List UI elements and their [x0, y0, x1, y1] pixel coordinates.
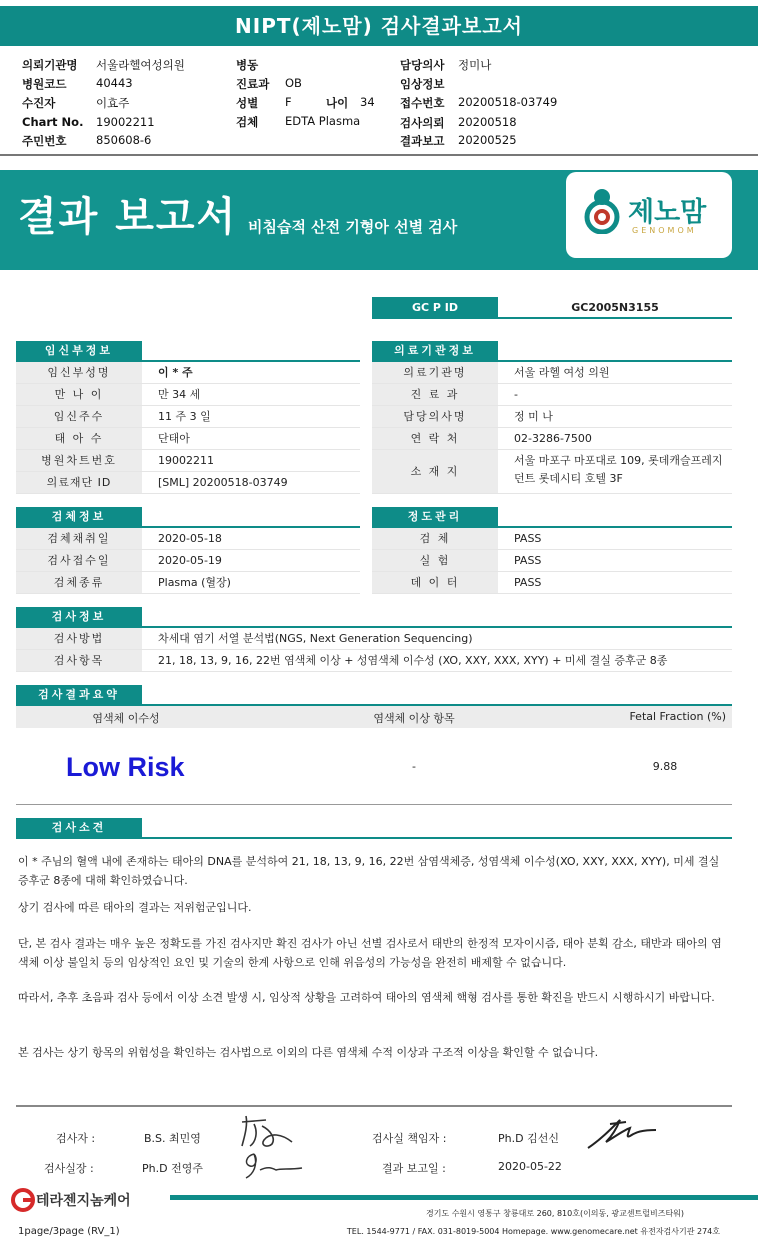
row-key: 검체채취일: [16, 528, 142, 549]
table-row: [16, 472, 360, 494]
row-value: 만 34 세: [158, 388, 201, 401]
report-date-value: 2020-05-22: [498, 1160, 562, 1173]
row-value: -: [514, 388, 518, 401]
row-key: 검 체: [372, 528, 498, 549]
row-key: 검사방법: [16, 628, 142, 649]
findings-heading-line: [16, 837, 732, 839]
table-row: [16, 428, 360, 450]
summary-heading: 검사결과요약: [16, 685, 142, 704]
address-line-2: 던트 롯데시티 호텔 3F: [514, 472, 623, 485]
table-row: [372, 384, 732, 406]
age-value: 34: [360, 95, 375, 109]
signature-divider: [16, 1105, 732, 1107]
row-value: [SML] 20200518-03749: [158, 476, 288, 489]
specimen-heading: 검체정보: [16, 507, 142, 526]
row-key: 만 나 이: [16, 384, 142, 405]
receipt-no-label: 접수번호: [400, 96, 445, 110]
test-method: 차세대 염기 서열 분석법(NGS, Next Generation Sequencing): [158, 632, 473, 645]
row-value: 서울 라헬 여성 의원: [514, 366, 610, 379]
chart-no-value: 19002211: [96, 115, 155, 129]
resident-no-label: 주민번호: [22, 134, 67, 148]
report-title: NIPT(제노맘) 검사결과보고서: [0, 6, 758, 46]
row-key: 임신주수: [16, 406, 142, 427]
table-row: [372, 528, 732, 550]
lab-chief-signature-icon: [236, 1150, 308, 1180]
gcpid-value: GC2005N3155: [498, 297, 732, 319]
test-items: 21, 18, 13, 9, 16, 22번 염색체 이상 + 성염색체 이수성 (XO, XXY, XXX, XYY) + 미세 결실 증후군 8종: [158, 654, 668, 667]
row-value: PASS: [514, 532, 542, 545]
row-key: 검체종류: [16, 572, 142, 593]
gcpid-label: GC P ID: [372, 297, 498, 319]
lab-chief-name: Ph.D 전영주: [142, 1162, 203, 1175]
test-items-row: [16, 650, 732, 672]
table-row: [372, 572, 732, 594]
qc-heading: 정도관리: [372, 507, 498, 526]
sex-label: 성별: [236, 96, 259, 110]
row-value: 2020-05-19: [158, 554, 222, 567]
test-request-label: 검사의뢰: [400, 116, 445, 130]
row-key: 소 재 지: [372, 450, 498, 493]
table-row: [16, 550, 360, 572]
sex-value: F: [285, 95, 292, 109]
clinical-label: 임상정보: [400, 77, 445, 91]
row-key: 데 이 터: [372, 572, 498, 593]
company-name: 테라젠지놈케어: [36, 1193, 131, 1209]
row-key: 의료기관명: [372, 362, 498, 383]
summary-divider: [16, 804, 732, 805]
summary-col1: 염색체 이수성: [92, 712, 160, 725]
hospital-code-value: 40443: [96, 76, 133, 90]
row-value: 정 미 나: [514, 410, 553, 423]
row-value: 19002211: [158, 454, 214, 467]
row-value: 02-3286-7500: [514, 432, 592, 445]
row-key: 의료재단 ID: [16, 472, 142, 493]
table-row: [372, 406, 732, 428]
logo-subtext: GENOMOM: [632, 226, 697, 235]
tester-label: 검사자 :: [56, 1132, 96, 1145]
lab-manager-signature-icon: [580, 1112, 662, 1154]
specimen-value: EDTA Plasma: [285, 114, 361, 128]
row-key: 임신부성명: [16, 362, 142, 383]
table-row: [372, 550, 732, 572]
findings-paragraph-1: 이 * 주님의 혈액 내에 존재하는 태아의 DNA를 분석하여 21, 18, 13, 9, 16, 22번 삼염색체증, 성염색체 이수성(XO, XXY, XXX, XYY), 미세 결실 증후군 8종에 대해 확인하였습니다.: [18, 855, 720, 887]
summary-col2: 염색체 이상 항목: [373, 712, 455, 725]
company-address: 경기도 수원시 영통구 창룡대로 260, 810호(이의동, 광교센트럴비즈타워): [425, 1209, 685, 1218]
dept-value: OB: [285, 76, 302, 90]
row-value: 2020-05-18: [158, 532, 222, 545]
abnormal-items: -: [412, 760, 416, 773]
table-row: [16, 450, 360, 472]
table-row: [372, 428, 732, 450]
findings-paragraph-5: 본 검사는 상기 항목의 위험성을 확인하는 검사법으로 이외의 다른 염색체 수적 이상과 구조적 이상을 확인할 수 없습니다.: [18, 1046, 599, 1059]
row-value: 단태아: [158, 432, 190, 445]
address-line-1: 서울 마포구 마포대로 109, 롯데캐슬프레지: [514, 454, 723, 467]
tester-name: B.S. 최민영: [144, 1132, 201, 1145]
theragen-logo-icon: [10, 1187, 36, 1213]
report-date-label: 결과 보고일 :: [382, 1162, 446, 1175]
row-key: 담당의사명: [372, 406, 498, 427]
result-report-value: 20200525: [458, 133, 517, 147]
company-contact: TEL. 1544-9771 / FAX. 031-8019-5004 Homepage. www.genomecare.net 유전자검사기관 274호: [346, 1227, 720, 1236]
findings-paragraph-3: 단, 본 검사 결과는 매우 높은 정확도를 가진 검사지만 확진 검사가 아닌 선별 검사로서 태반의 한정적 모자이시즘, 태아 분획 감소, 태반과 태아의 염색체 이상 불일치 등의 임상적인 요인 및 기술의 한계 사항으로 인해 위음성의 가능성을 완전히 배제할 수 없습니다.: [18, 937, 722, 969]
row-value: 이 * 주: [158, 366, 193, 379]
ward-label: 병동: [236, 58, 259, 72]
row-value: PASS: [514, 576, 542, 589]
chart-no-label: Chart No.: [22, 115, 84, 129]
hospital-code-label: 병원코드: [22, 77, 67, 91]
tester-signature-icon: [236, 1112, 298, 1150]
row-key: 검사항목: [16, 650, 142, 671]
banner-title: 결과 보고서: [18, 194, 238, 240]
row-key: 태 아 수: [16, 428, 142, 449]
fetal-fraction: 9.88: [652, 760, 678, 773]
genomom-logo-icon: [580, 186, 624, 234]
findings-paragraph-2: 상기 검사에 따른 태아의 결과는 저위험군입니다.: [18, 901, 252, 914]
row-value: PASS: [514, 554, 542, 567]
recipient-label: 수진자: [22, 96, 56, 110]
row-key: 연 락 처: [372, 428, 498, 449]
pregnant-heading: 임신부정보: [16, 341, 142, 360]
dept-label: 진료과: [236, 77, 270, 91]
table-row: [16, 528, 360, 550]
lab-manager-name: Ph.D 김선신: [498, 1132, 559, 1145]
resident-no-value: 850608-6: [96, 133, 152, 147]
doctor-label: 담당의사: [400, 58, 445, 72]
row-key: 검사접수일: [16, 550, 142, 571]
page-number: 1page/3page (RV_1): [18, 1226, 120, 1237]
test-method-row: [16, 628, 732, 650]
doctor-value: 정미나: [458, 58, 492, 72]
lab-manager-label: 검사실 책임자 :: [372, 1132, 447, 1145]
age-label: 나이: [326, 96, 349, 110]
table-row-address: [372, 450, 732, 494]
table-row: [16, 362, 360, 384]
row-key: 병원차트번호: [16, 450, 142, 471]
recipient-value: 이효주: [96, 96, 130, 110]
summary-col3: Fetal Fraction (%): [629, 710, 726, 723]
header-divider: [0, 154, 758, 156]
banner-subtitle: 비침습적 산전 기형아 선별 검사: [248, 218, 458, 236]
footer-bar: [170, 1195, 758, 1200]
test-request-value: 20200518: [458, 115, 517, 129]
receipt-no-value: 20200518-03749: [458, 95, 558, 109]
row-key: 진 료 과: [372, 384, 498, 405]
institution-value: 서울라헬여성의원: [96, 58, 185, 72]
institution-label: 의뢰기관명: [22, 58, 78, 72]
risk-result: Low Risk: [66, 752, 185, 782]
medical-heading: 의료기관정보: [372, 341, 498, 360]
row-value: Plasma (혈장): [158, 576, 231, 589]
findings-heading: 검사소견: [16, 818, 142, 837]
findings-paragraph-4: 따라서, 추후 초음파 검사 등에서 이상 소견 발생 시, 임상적 상황을 고려하여 태아의 염색체 핵형 검사를 통한 확진을 반드시 시행하시기 바랍니다.: [18, 991, 715, 1004]
lab-chief-label: 검사실장 :: [44, 1162, 94, 1175]
table-row: [16, 384, 360, 406]
row-value: 11 주 3 일: [158, 410, 211, 423]
specimen-label: 검체: [236, 115, 259, 129]
result-report-label: 결과보고: [400, 134, 445, 148]
logo-text: 제노맘: [628, 197, 707, 228]
table-row: [16, 406, 360, 428]
test-heading: 검사정보: [16, 607, 142, 626]
table-row: [372, 362, 732, 384]
row-key: 실 험: [372, 550, 498, 571]
table-row: [16, 572, 360, 594]
